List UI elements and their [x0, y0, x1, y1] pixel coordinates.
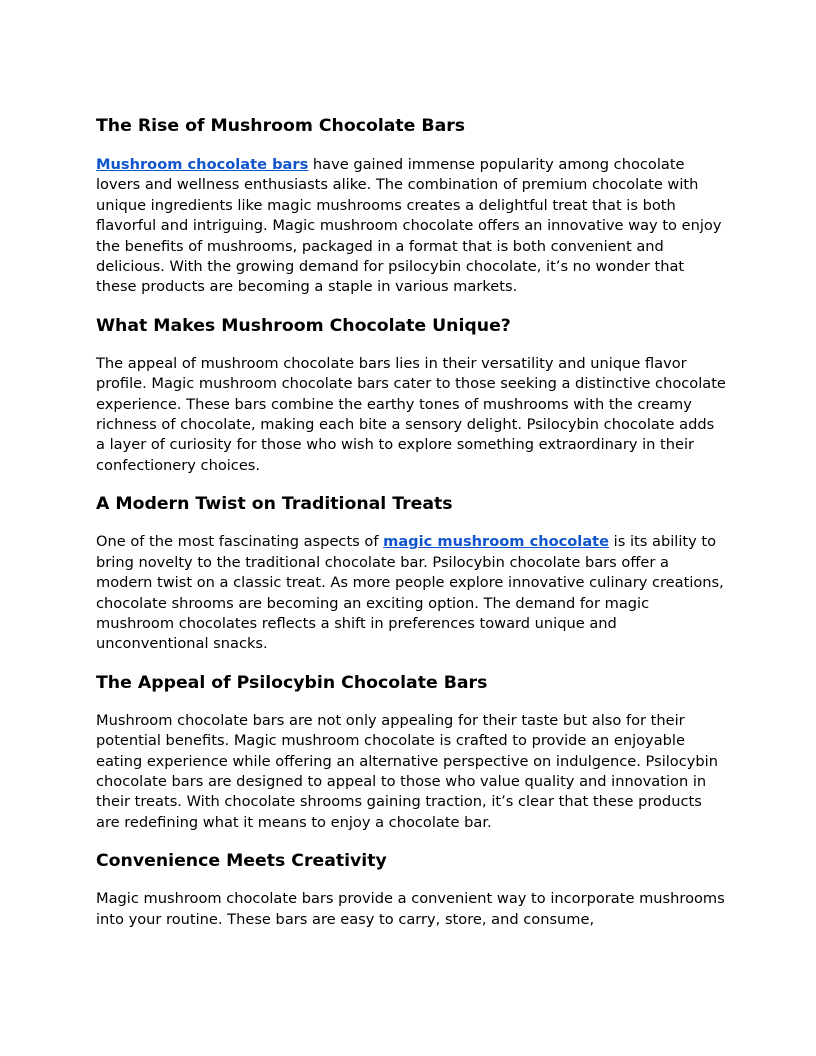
- section-heading-appeal: The Appeal of Psilocybin Chocolate Bars: [96, 672, 488, 693]
- section-heading-rise: The Rise of Mushroom Chocolate Bars: [96, 116, 466, 136]
- magic-mushroom-chocolate-link[interactable]: magic mushroom chocolate: [383, 533, 610, 551]
- mushroom-chocolate-bars-link[interactable]: Mushroom chocolate bars: [96, 156, 309, 173]
- paragraph-text: is its ability to bring novelty to the traditional chocolate bar. Psilocybin chocolate bars offer a modern twist on a classic treat. As more people explore innovative culinary creations, chocolate shrooms are becoming an exciting option. The demand for magic mushroom chocolates reflects a shift in preferences toward unique and unconventional snacks.: [96, 533, 724, 653]
- section-paragraph-rise: [96, 155, 726, 298]
- section-paragraph-modern-twist: [96, 532, 726, 654]
- section-paragraph-convenience: Magic mushroom chocolate bars provide a convenient way to incorporate mushrooms into your routine. These bars are easy to carry, store, and consume,: [96, 890, 725, 928]
- paragraph-text: One of the most fascinating aspects of: [96, 533, 384, 551]
- document-page: [96, 114, 726, 930]
- paragraph-text: have gained immense popularity among chocolate lovers and wellness enthusiasts alike. The combination of premium chocolate with unique ingredients like magic mushrooms creates a delightful treat that is both flavorful and intriguing. Magic mushroom chocolate offers an innovative way to enjoy the benefits of mushrooms, packaged in a format that is both convenient and delicious. With the growing demand for psilocybin chocolate, it’s no wonder that these products are becoming a staple in various markets.: [96, 156, 722, 296]
- section-heading-convenience: Convenience Meets Creativity: [96, 851, 387, 872]
- section-heading-unique: What Makes Mushroom Chocolate Unique?: [96, 315, 511, 336]
- section-paragraph-appeal: Mushroom chocolate bars are not only appealing for their taste but also for their potential benefits. Magic mushroom chocolate is crafted to provide an enjoyable eating experience while offering an alternative perspective on indulgence. Psilocybin chocolate bars are designed to appeal to those who value quality and innovation in their treats. With chocolate shrooms gaining traction, it’s clear that these products are redefining what it means to enjoy a chocolate bar.: [96, 711, 718, 831]
- section-heading-modern-twist: A Modern Twist on Traditional Treats: [96, 494, 453, 515]
- section-paragraph-unique: The appeal of mushroom chocolate bars lies in their versatility and unique flavor profile. Magic mushroom chocolate bars cater to those seeking a distinctive chocolate experience. These bars combine the earthy tones of mushrooms with the creamy richness of chocolate, making each bite a sensory delight. Psilocybin chocolate adds a layer of curiosity for those who wish to explore something extraordinary in their confectionery choices.: [96, 354, 726, 474]
